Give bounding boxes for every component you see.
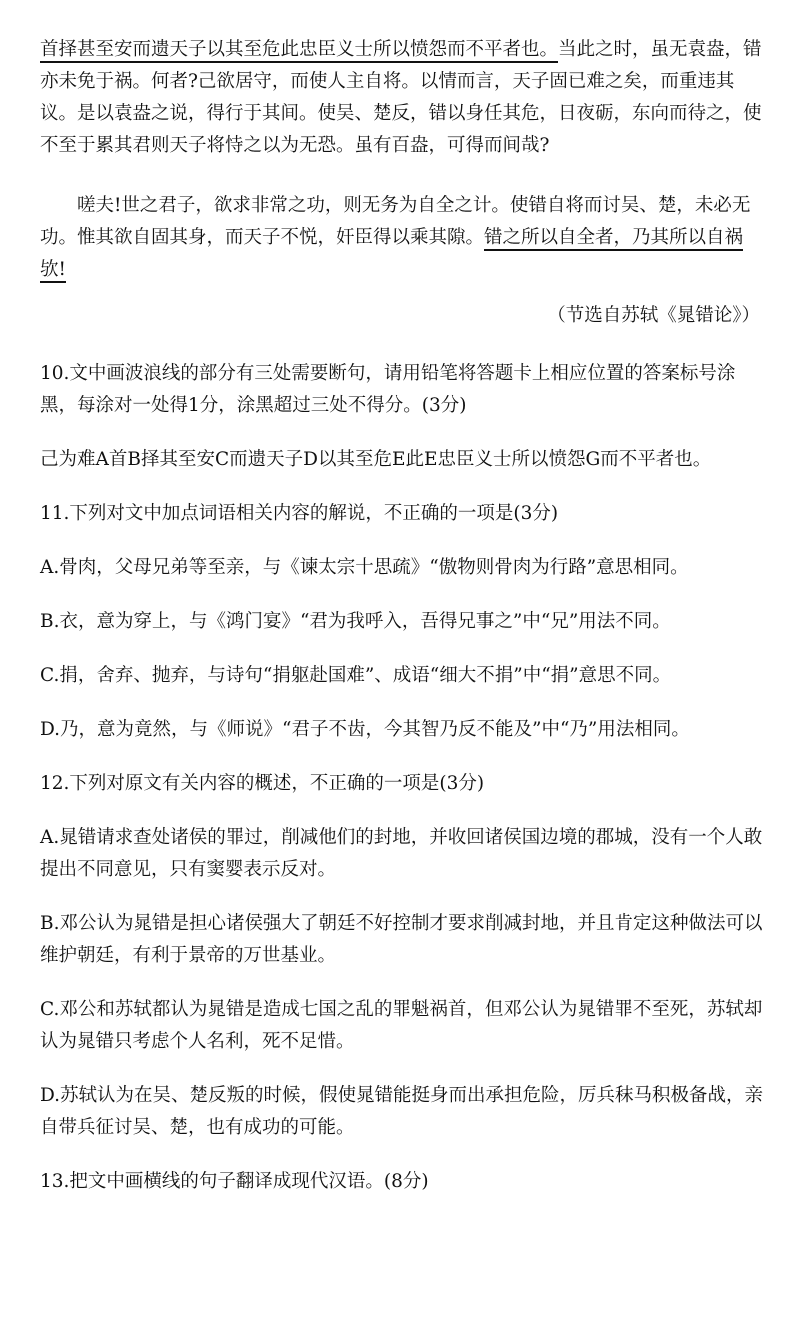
question-10-stem: 10.文中画波浪线的部分有三处需要断句，请用铅笔将答题卡上相应位置的答案标号涂黑，每涂对一处得1分，涂黑超过三处不得分。(3分) xyxy=(40,363,736,416)
question-11-option-a: A.骨肉，父母兄弟等至亲，与《谏太宗十思疏》“傲物则骨肉为行路”意思相同。 xyxy=(40,557,689,578)
question-11-option-d: D.乃，意为竟然，与《师说》“君子不齿，今其智乃反不能及”中“乃”用法相同。 xyxy=(40,719,690,740)
passage-source: （节选自苏轼《晁错论》） xyxy=(547,305,760,326)
question-12-stem: 12.下列对原文有关内容的概述，不正确的一项是(3分) xyxy=(40,773,485,794)
question-12-option-d: D.苏轼认为在吴、楚反叛的时候，假使晁错能挺身而出承担危险，厉兵秣马积极备战，亲自带兵征讨吴、楚，也有成功的可能。 xyxy=(40,1085,764,1138)
question-13-stem: 13.把文中画横线的句子翻译成现代汉语。(8分) xyxy=(40,1171,429,1192)
underlined-sentence-2: 错之所以自全者，乃其所以自祸欤! xyxy=(40,227,743,283)
question-11-option-c: C.捐，舍弃、抛弃，与诗句“捐躯赴国难”、成语“细大不捐”中“捐”意思不同。 xyxy=(40,665,672,686)
passage-paragraph-1-text: 当此之时，虽无袁盎，错亦未免于祸。何者?己欲居守，而使人主自将。以情而言，天子固已难之矣，而重违其议。是以袁盎之说，得行于其间。使吴、楚反，错以身任其危，日夜砺，东向而待之，使不至于累其君则天子将恃之以为无恐。虽有百盎，可得而间哉? xyxy=(40,39,762,156)
passage-paragraph-2 xyxy=(40,190,764,286)
underlined-sentence-1: 首择甚至安而遗天子以其至危此忠臣义士所以愤怨而不平者也。 xyxy=(40,39,558,63)
passage-paragraph-1 xyxy=(40,34,764,162)
question-12-option-b: B.邓公认为晁错是担心诸侯强大了朝廷不好控制才要求削减封地，并且肯定这种做法可以维护朝廷，有利于景帝的万世基业。 xyxy=(40,913,763,966)
question-10-text: 己为难A首B择其至安C而遗天子D以其至危E此E忠臣义士所以愤怨G而不平者也。 xyxy=(40,449,712,470)
question-11-stem: 11.下列对文中加点词语相关内容的解说，不正确的一项是(3分) xyxy=(40,503,559,524)
question-11-option-b: B.衣，意为穿上，与《鸿门宴》“君为我呼入，吾得兄事之”中“兄”用法不同。 xyxy=(40,611,671,632)
question-12-option-a: A.晁错请求查处诸侯的罪过，削减他们的封地，并收回诸侯国边境的郡城，没有一个人敢提出不同意见，只有窦婴表示反对。 xyxy=(40,827,763,880)
passage-paragraph-2-text: 嗟夫!世之君子，欲求非常之功，则无务为自全之计。使错自将而讨吴、楚，未必无功。惟其欲自固其身，而天子不悦，奸臣得以乘其隙。 xyxy=(40,195,751,248)
question-12-option-c: C.邓公和苏轼都认为晁错是造成七国之乱的罪魁祸首，但邓公认为晁错罪不至死，苏轼却认为晁错只考虑个人名利，死不足惜。 xyxy=(40,999,763,1052)
